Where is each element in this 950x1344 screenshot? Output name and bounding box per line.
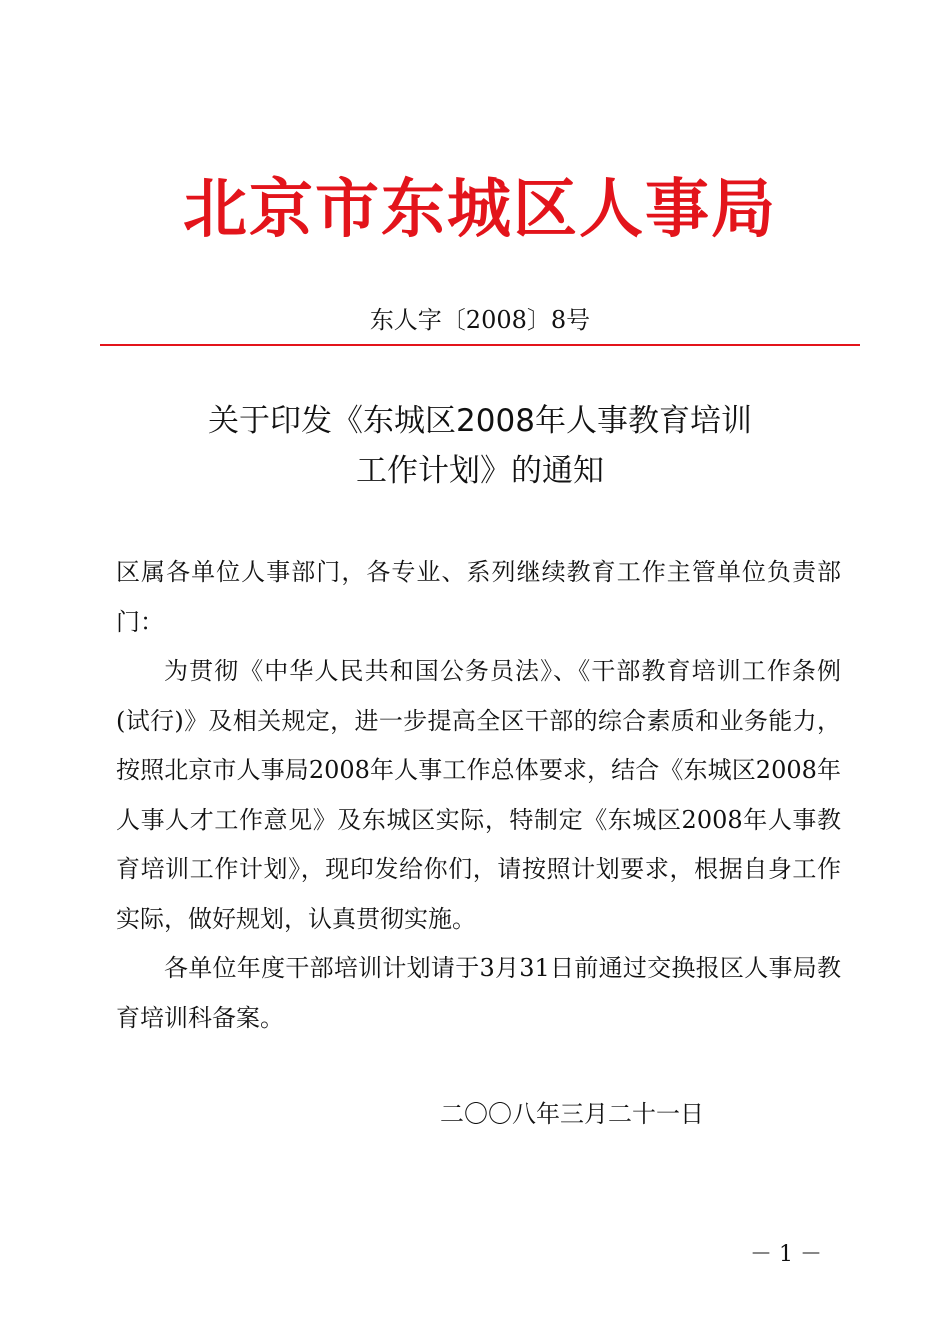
body-paragraph-2: 各单位年度干部培训计划请于3月31日前通过交换报区人事局教育培训科备案。 — [116, 954, 841, 1032]
page-number: － 1 － — [750, 1242, 822, 1267]
red-divider-line — [100, 344, 860, 346]
document-title-line-1: 关于印发《东城区2008年人事教育培训 — [208, 403, 752, 439]
body-paragraph-1: 为贯彻《中华人民共和国公务员法》、《干部教育培训工作条例(试行)》及相关规定，进一步提高全区干部的综合素质和业务能力，按照北京市人事局2008年人事工作总体要求，结合《东城区2008年人事人才工作意见》及东城区实际，特制定《东城区2008年人事教育培训工作计划》，现印发给你们，请按照计划要求，根据自身工作实际，做好规划，认真贯彻实施。 — [116, 657, 841, 933]
document-body — [116, 548, 841, 1043]
document-number: 东人字〔2008〕8号 — [369, 306, 591, 334]
salutation: 区属各单位人事部门，各专业、系列继续教育工作主管单位负责部门： — [116, 558, 841, 636]
document-title-line-2: 工作计划》的通知 — [356, 453, 604, 489]
issue-date: 二〇〇八年三月二十一日 — [440, 1100, 704, 1128]
document-title — [100, 396, 860, 496]
agency-letterhead-title: 北京市东城区人事局 — [183, 172, 777, 247]
